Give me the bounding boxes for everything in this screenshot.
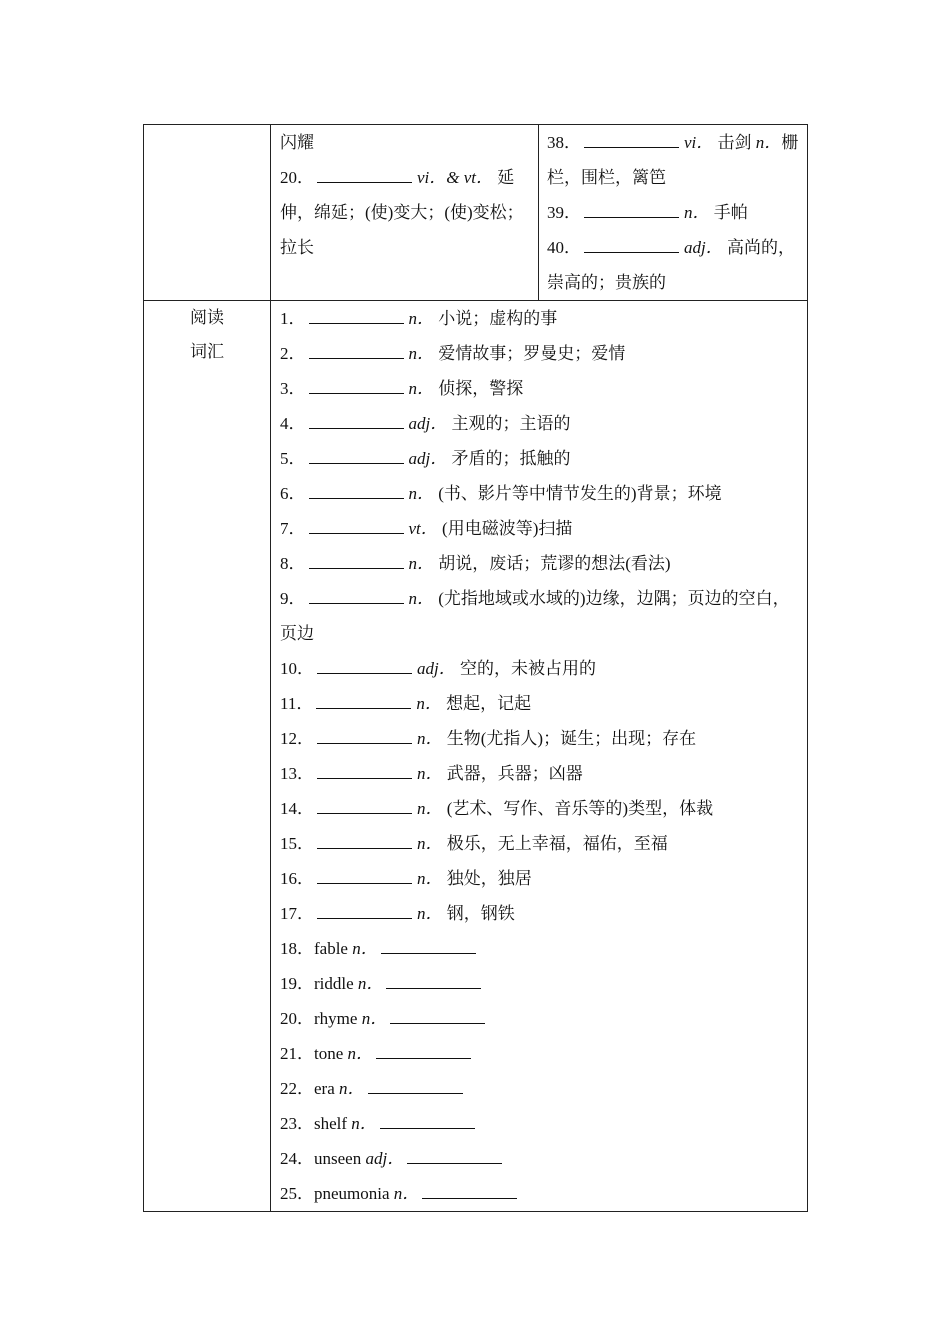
- meaning: 生物(尤指人)；诞生；出现；存在: [446, 729, 697, 748]
- vocab-item-20: [271, 160, 538, 265]
- vocab-item: [271, 686, 807, 721]
- vocab-item: [271, 1176, 807, 1211]
- part-of-speech: n．: [408, 309, 434, 328]
- item-number: 4．: [280, 414, 306, 433]
- item-number: 9．: [280, 589, 306, 608]
- category-label-line2: 词汇: [190, 342, 224, 361]
- vocab-item: [271, 756, 807, 791]
- part-of-speech: adj．: [684, 238, 723, 257]
- answer-blank[interactable]: [381, 952, 476, 954]
- item-number: 24．: [280, 1149, 314, 1168]
- vocab-item-40: [539, 230, 807, 300]
- meaning: (书、影片等中情节发生的)背景；环境: [438, 484, 722, 503]
- item-number: 16．: [280, 869, 314, 888]
- part-of-speech: vt．: [408, 519, 438, 538]
- meaning: 小说；虚构的事: [438, 309, 558, 328]
- vocab-item: [271, 1106, 807, 1141]
- part-of-speech: adj．: [408, 449, 448, 468]
- english-word: shelf: [314, 1114, 348, 1133]
- meaning: 空的，未被占用的: [459, 659, 596, 678]
- part-of-speech: n．: [684, 203, 710, 222]
- answer-blank[interactable]: [386, 987, 481, 989]
- vocab-item-39: [539, 195, 807, 230]
- item-number: 11．: [280, 694, 314, 713]
- item-number: 1．: [280, 309, 306, 328]
- answer-blank[interactable]: [309, 322, 404, 324]
- part-of-speech: n．: [417, 869, 443, 888]
- part-of-speech: vi．: [684, 133, 714, 152]
- meaning: 爱情故事；罗曼史；爱情: [438, 344, 626, 363]
- item-number: 18．: [280, 939, 314, 958]
- item-number: 14．: [280, 799, 314, 818]
- meaning: 想起，记起: [446, 694, 532, 713]
- meaning: 胡说，废话；荒谬的想法(看法): [438, 554, 671, 573]
- vocab-table: [143, 124, 808, 1212]
- answer-blank[interactable]: [422, 1197, 517, 1199]
- answer-blank[interactable]: [317, 917, 412, 919]
- part-of-speech-2: n．: [755, 133, 782, 152]
- english-word: pneumonia: [314, 1184, 390, 1203]
- answer-blank[interactable]: [317, 882, 412, 884]
- category-cell-empty: [144, 125, 271, 301]
- item-number: 17．: [280, 904, 314, 923]
- vocab-cell-right: [539, 125, 808, 301]
- meaning: (用电磁波等)扫描: [442, 519, 573, 538]
- part-of-speech: n．: [408, 484, 434, 503]
- part-of-speech: n．: [416, 694, 442, 713]
- english-word-items: [271, 931, 807, 1211]
- item-number: 3．: [280, 379, 306, 398]
- answer-blank[interactable]: [309, 497, 404, 499]
- vocab-item: [271, 1036, 807, 1071]
- part-of-speech: n．: [357, 974, 384, 993]
- item-number: 6．: [280, 484, 306, 503]
- answer-blank[interactable]: [309, 392, 404, 394]
- meaning: 延伸，绵延；(使)变大；(使)变松；拉长: [280, 168, 524, 257]
- meaning: 武器，兵器；凶器: [446, 764, 583, 783]
- vocab-item: [271, 861, 807, 896]
- vocab-item: [271, 581, 807, 651]
- vocab-item: [271, 546, 807, 581]
- meaning: 侦探，警探: [438, 379, 524, 398]
- vocab-item: [271, 441, 807, 476]
- answer-blank[interactable]: [584, 251, 679, 253]
- vocab-cell-middle: [271, 125, 539, 301]
- part-of-speech: vi．& vt．: [417, 168, 494, 187]
- part-of-speech: n．: [417, 799, 443, 818]
- meaning: (尤指地域或水域的)边缘，边隅；页边的空白，页边: [280, 589, 790, 643]
- item-number: 23．: [280, 1114, 314, 1133]
- meaning-2: 栅栏，围栏，篱笆: [547, 133, 799, 187]
- answer-blank[interactable]: [584, 146, 679, 148]
- meaning: 击剑: [717, 133, 752, 152]
- part-of-speech: n．: [361, 1009, 388, 1028]
- item-number: 15．: [280, 834, 314, 853]
- vocab-item-38: [539, 125, 807, 195]
- table-row-reading: [144, 301, 808, 1212]
- part-of-speech: n．: [408, 589, 434, 608]
- meaning: 钢，钢铁: [446, 904, 515, 923]
- english-word: era: [314, 1079, 335, 1098]
- english-word: fable: [314, 939, 348, 958]
- part-of-speech: n．: [393, 1184, 420, 1203]
- part-of-speech: n．: [417, 834, 443, 853]
- vocab-item: [271, 1071, 807, 1106]
- category-label-line1: 阅读: [190, 308, 224, 327]
- answer-blank[interactable]: [317, 742, 412, 744]
- vocab-item: [271, 1001, 807, 1036]
- vocab-item: [271, 651, 807, 686]
- meaning: 独处，独居: [446, 869, 532, 888]
- item-number: 21．: [280, 1044, 314, 1063]
- english-word: rhyme: [314, 1009, 358, 1028]
- item-number: 5．: [280, 449, 306, 468]
- part-of-speech: n．: [351, 1114, 377, 1133]
- english-word: unseen: [314, 1149, 362, 1168]
- vocab-item: [271, 476, 807, 511]
- answer-blank[interactable]: [309, 427, 404, 429]
- part-of-speech: n．: [408, 379, 434, 398]
- vocab-item: [271, 336, 807, 371]
- answer-blank[interactable]: [390, 1022, 485, 1024]
- english-word: tone: [314, 1044, 344, 1063]
- vocab-item: [271, 826, 807, 861]
- item-number: 39．: [547, 203, 581, 222]
- answer-blank[interactable]: [309, 532, 404, 534]
- reading-vocab-list: [271, 301, 808, 1212]
- part-of-speech: n．: [352, 939, 378, 958]
- part-of-speech: n．: [408, 344, 434, 363]
- item-number: 8．: [280, 554, 306, 573]
- answer-blank[interactable]: [309, 602, 404, 604]
- item-number: 2．: [280, 344, 306, 363]
- meaning: 高尚的，崇高的；贵族的: [547, 238, 795, 292]
- answer-blank[interactable]: [368, 1092, 463, 1094]
- item-number: 10．: [280, 659, 314, 678]
- answer-blank[interactable]: [309, 462, 404, 464]
- part-of-speech: n．: [408, 554, 434, 573]
- vocab-item: [271, 301, 807, 336]
- vocab-item: [271, 371, 807, 406]
- item-number: 13．: [280, 764, 314, 783]
- category-cell-reading: [144, 301, 271, 1212]
- answer-blank[interactable]: [317, 181, 412, 183]
- item-number: 20．: [280, 1009, 314, 1028]
- item-number: 40．: [547, 238, 581, 257]
- meaning: (艺术、写作、音乐等的)类型，体裁: [446, 799, 714, 818]
- vocab-item: [271, 896, 807, 931]
- part-of-speech: n．: [347, 1044, 374, 1063]
- item-number: 20．: [280, 168, 314, 187]
- answer-blank[interactable]: [376, 1057, 471, 1059]
- continued-text: 闪耀: [280, 133, 314, 152]
- vocab-item: [271, 406, 807, 441]
- part-of-speech: adj．: [365, 1149, 405, 1168]
- item-number: 25．: [280, 1184, 314, 1203]
- item-number: 38．: [547, 133, 581, 152]
- answer-blank[interactable]: [316, 707, 411, 709]
- vocab-item: [271, 1141, 807, 1176]
- english-word: riddle: [314, 974, 354, 993]
- table-row-top: [144, 125, 808, 301]
- part-of-speech: n．: [417, 764, 443, 783]
- meaning: 极乐，无上幸福，福佑，至福: [446, 834, 668, 853]
- part-of-speech: n．: [339, 1079, 365, 1098]
- answer-blank[interactable]: [584, 216, 679, 218]
- vocab-item: [271, 511, 807, 546]
- answer-blank[interactable]: [380, 1127, 475, 1129]
- answer-blank[interactable]: [309, 357, 404, 359]
- answer-blank[interactable]: [317, 672, 412, 674]
- vocab-item: [271, 791, 807, 826]
- answer-blank[interactable]: [317, 777, 412, 779]
- vocab-item: [271, 931, 807, 966]
- part-of-speech: n．: [417, 729, 443, 748]
- meaning: 矛盾的；抵触的: [451, 449, 571, 468]
- answer-blank[interactable]: [309, 567, 404, 569]
- item-number: 7．: [280, 519, 306, 538]
- item-number: 12．: [280, 729, 314, 748]
- answer-blank[interactable]: [317, 847, 412, 849]
- part-of-speech: adj．: [417, 659, 456, 678]
- part-of-speech: adj．: [408, 414, 448, 433]
- chinese-meaning-items: [271, 301, 807, 931]
- meaning: 主观的；主语的: [451, 414, 571, 433]
- vocab-item: [271, 966, 807, 1001]
- meaning: 手帕: [713, 203, 748, 222]
- part-of-speech: n．: [417, 904, 443, 923]
- answer-blank[interactable]: [317, 812, 412, 814]
- vocab-item: [271, 721, 807, 756]
- answer-blank[interactable]: [407, 1162, 502, 1164]
- item-number: 22．: [280, 1079, 314, 1098]
- item-number: 19．: [280, 974, 314, 993]
